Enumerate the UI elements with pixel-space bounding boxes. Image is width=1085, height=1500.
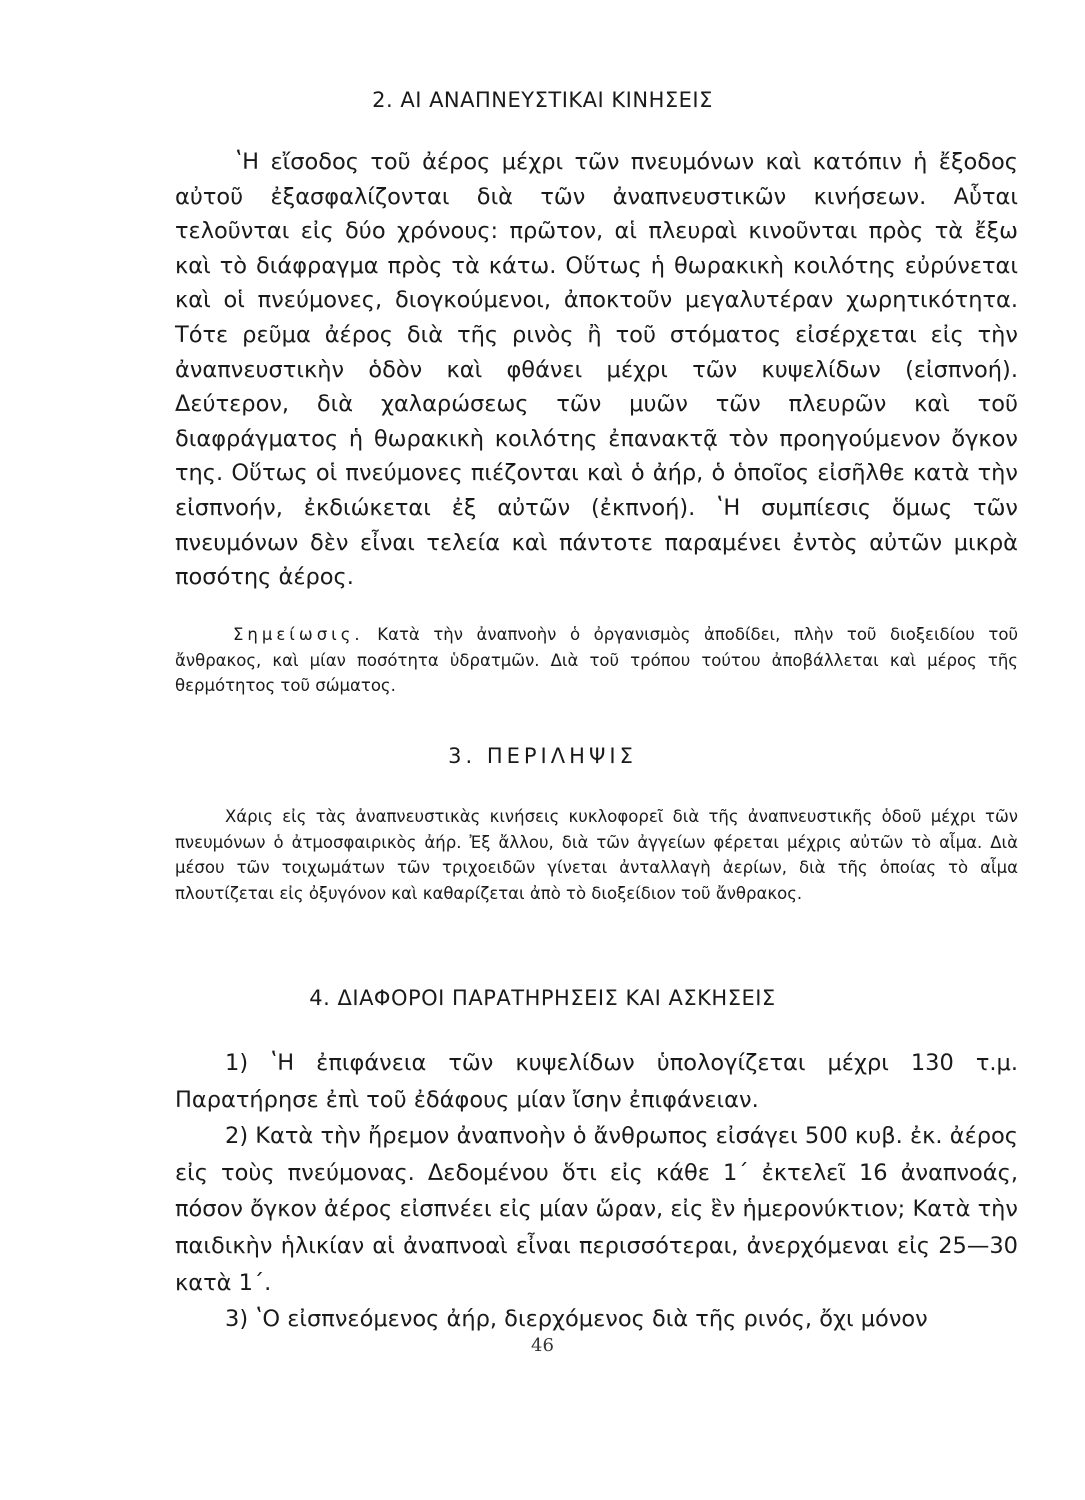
exercise-item-1: 1) ʽΗ ἐπιφάνεια τῶν κυψελίδων ὑπολογίζεται μέχρι 130 τ.μ. Παρατήρησε ἐπὶ τοῦ ἐδάφους μίαν ἴσην ἐπιφάνειαν. bbox=[175, 1050, 1018, 1113]
section-2-note bbox=[175, 622, 1018, 699]
section-4-heading: 4. ΔΙΑΦΟΡΟΙ ΠΑΡΑΤΗΡΗΣΕΙΣ ΚΑΙ ΑΣΚΗΣΕΙΣ bbox=[309, 986, 776, 1010]
section-3-heading: 3. ΠΕΡΙΛΗΨΙΣ bbox=[448, 744, 637, 768]
note-text: Κατὰ τὴν ἀναπνοὴν ὁ ὀργανισμὸς ἀποδίδει, πλὴν τοῦ διοξειδίου τοῦ ἄνθρακος, καὶ μίαν ποσότητα ὑδρατμῶν. Διὰ τοῦ τρόπου τούτου ἀποβάλλεται καὶ μέρος τῆς θερμότητος τοῦ σώματος. bbox=[175, 625, 1018, 695]
page-number: 46 bbox=[531, 1335, 554, 1356]
note-label: Σημείωσις. bbox=[233, 625, 364, 644]
note-paragraph bbox=[175, 622, 1018, 699]
section-3-body bbox=[175, 804, 1018, 906]
section-2-paragraph: ʽΗ εἴσοδος τοῦ ἀέρος μέχρι τῶν πνευμόνων καὶ κατόπιν ἡ ἔξοδος αὐτοῦ ἐξασφαλίζονται διὰ τῶν ἀναπνευστικῶν κινήσεων. Αὗται τελοῦνται εἰς δύο χρόνους: πρῶτον, αἱ πλευραὶ κινοῦνται πρὸς τὰ ἔξω καὶ τὸ διάφραγμα πρὸς τὰ κάτω. Οὕτως ἡ θωρακικὴ κοιλότης εὐρύνεται καὶ οἱ πνεύμονες, διογκούμενοι, ἀποκτοῦν μεγαλυτέραν χωρητικότητα. Τότε ρεῦμα ἀέρος διὰ τῆς ρινὸς ἢ τοῦ στόματος εἰσέρχεται εἰς τὴν ἀναπνευστικὴν ὁδὸν καὶ φθάνει μέχρι τῶν κυψελίδων (εἰσπνοή). Δεύτερον, διὰ χαλαρώσεως τῶν μυῶν τῶν πλευρῶν καὶ τοῦ διαφράγματος ἡ θωρακικὴ κοιλότης ἐπανακτᾷ τὸν προηγούμενον ὄγκον της. Οὕτως οἱ πνεύμονες πιέζονται καὶ ὁ ἀήρ, ὁ ὁποῖος εἰσῆλθε κατὰ τὴν εἰσπνοήν, ἐκδιώκεται ἐξ αὐτῶν (ἐκπνοή). ʽΗ συμπίεσις ὅμως τῶν πνευμόνων δὲν εἶναι τελεία καὶ πάντοτε παραμένει ἐντὸς αὐτῶν μικρὰ ποσότης ἀέρος. bbox=[175, 149, 1018, 591]
summary-paragraph: Χάρις εἰς τὰς ἀναπνευστικὰς κινήσεις κυκλοφορεῖ διὰ τῆς ἀναπνευστικῆς ὁδοῦ μέχρι τῶν πνευμόνων ὁ ἀτμοσφαιρικὸς ἀήρ. Ἐξ ἄλλου, διὰ τῶν ἀγγείων φέρεται μέχρις αὐτῶν τὸ αἷμα. Διὰ μέσου τῶν τοιχωμάτων τῶν τριχοειδῶν γίνεται ἀνταλλαγὴ ἀερίων, διὰ τῆς ὁποίας τὸ αἷμα πλουτίζεται εἰς ὀξυγόνον καὶ καθαρίζεται ἀπὸ τὸ διοξείδιον τοῦ ἄνθρακος. bbox=[175, 807, 1018, 903]
section-2-body bbox=[175, 145, 1018, 595]
section-2-heading: 2. ΑΙ ΑΝΑΠΝΕΥΣΤΙΚΑΙ ΚΙΝΗΣΕΙΣ bbox=[372, 88, 713, 112]
exercise-item-3: 3) ʽΟ εἰσπνεόμενος ἀήρ, διερχόμενος διὰ τῆς ρινός, ὄχι μόνον bbox=[225, 1306, 928, 1333]
exercises-list bbox=[175, 1045, 1018, 1338]
exercise-item-2: 2) Κατὰ τὴν ἤρεμον ἀναπνοὴν ὁ ἄνθρωπος εἰσάγει 500 κυβ. ἐκ. ἀέρος εἰς τοὺς πνεύμονας. Δεδομένου ὅτι εἰς κάθε 1΄ ἐκτελεῖ 16 ἀναπνοάς, πόσον ὄγκον ἀέρος εἰσπνέει εἰς μίαν ὥραν, εἰς ἓν ἡμερονύκτιον; Κατὰ τὴν παιδικὴν ἡλικίαν αἱ ἀναπνοαὶ εἶναι περισσότεραι, ἀνερχόμεναι εἰς 25—30 κατὰ 1΄. bbox=[175, 1123, 1018, 1296]
